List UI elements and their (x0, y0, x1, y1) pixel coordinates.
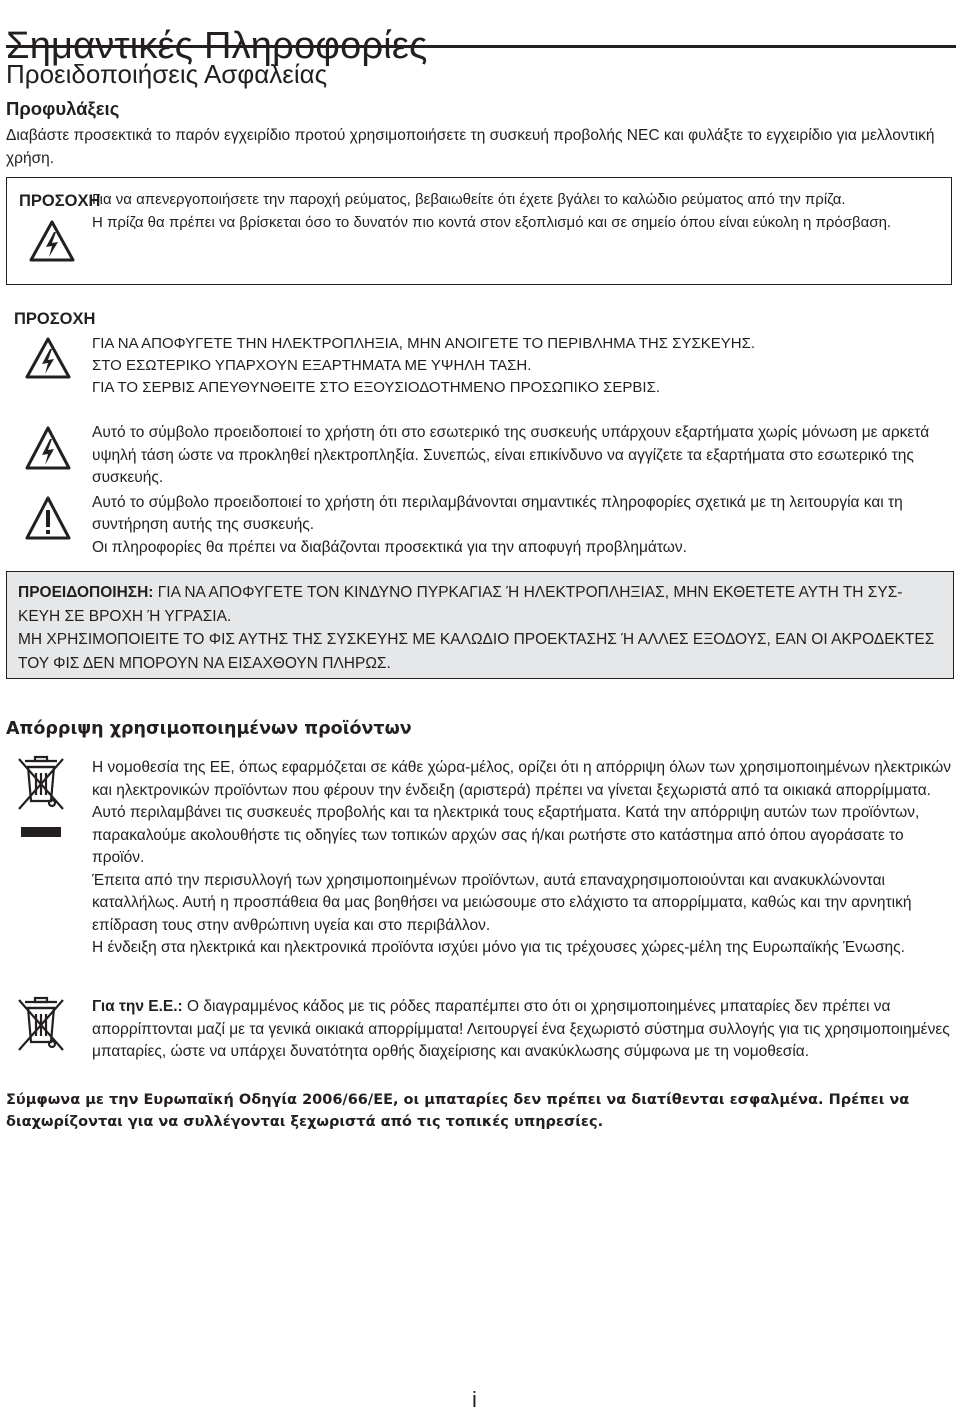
battery-paragraph (92, 996, 956, 1064)
caution2-line: ΓΙΑ ΝΑ ΑΠΟΦΥΓΕΤΕ ΤΗΝ ΗΛΕΚΤΡΟΠΛΗΞΙΑ, ΜΗΝ ΑΝΟΙΓΕΤΕ ΤΟ ΠΕΡΙΒΛΗΜΑ ΤΗΣ ΣΥΣΚΕΥΗΣ. (92, 335, 756, 352)
lightning-warning-icon (25, 426, 71, 470)
caution-box-power (6, 177, 952, 285)
caution2-line: ΓΙΑ ΤΟ ΣΕΡΒΙΣ ΑΠΕΥΘΥΝΘΕΙΤΕ ΣΤΟ ΕΞΟΥΣΙΟΔΟΤΗΜΕΝΟ ΠΡΟΣΩΠΙΚΟ ΣΕΡΒΙΣ. (92, 379, 661, 396)
title-rule (6, 45, 956, 48)
weee-paragraph: Έπειτα από την περισυλλογή των χρησιμοποιημένων προϊόντων, αυτά επαναχρησιμοποιούνται και ανακυκλώνονται καταλλήλως. Αυτή η προσπάθεια θα μας βοηθήσει να μειώσουμε στο ελάχιστο τα απορρίμματα, καθώς και την αρνητική επίδραση τους στην ανθρώπινη υγεία και στο περιβάλλον. (92, 871, 912, 934)
precautions-heading: Προφυλάξεις (6, 98, 120, 119)
battery-label: Για την Ε.Ε.: (92, 998, 183, 1015)
caution-label: ΠΡΟΣΟΧΗ (19, 192, 101, 210)
battery-text: Ο διαγραμμένος κάδος με τις ρόδες παραπέμπει στο ότι οι χρησιμοποιημένες μπαταρίες δεν πρέπει να απορρίπτονται μαζί με τα γενικά οικιακά απορρίμματα! Λειτουργεί ένα ξεχωριστό σύστημα συλλογής για τις χρησιμοποιημένες μπαταρίες, ώστε να υπάρχει δυνατότητα ορθής διαχείρισης και ανακύκλωσης σύμφωνα με τη νομοθεσία. (92, 998, 950, 1060)
page-title: Σημαντικές Πληροφορίες (6, 25, 428, 68)
weee-paragraph: Η ένδειξη στα ηλεκτρικά και ηλεκτρονικά προϊόντα ισχύει μόνο για τις τρέχουσες χώρες-μέλη της Ευρωπαϊκής Ένωσης. (92, 939, 905, 956)
fire-shock-warning-box (6, 571, 954, 679)
symbol-explanation-lightning: Αυτό το σύμβολο προειδοποιεί το χρήστη ότι στο εσωτερικό της συσκευής υπάρχουν εξαρτήματα χωρίς μόνωση με αρκετά υψηλή τάση ώστε να προκληθεί ηλεκτροπληξία. Συνεπώς, είναι επικίνδυνο να αγγίζετε τα εξαρτήματα στο εσωτερικό της συσκευής. (92, 424, 930, 486)
caution2-line: ΣΤΟ ΕΣΩΤΕΡΙΚΟ ΥΠΑΡΧΟΥΝ ΕΞΑΡΤΗΜΑΤΑ ΜΕ ΥΨΗΛΗ ΤΑΣΗ. (92, 357, 532, 374)
exclamation-warning-icon (25, 496, 71, 540)
caution-label: ΠΡΟΣΟΧΗ (14, 310, 96, 328)
notice-text: ΤΟΥ ΦΙΣ ΔΕΝ ΜΠΟΡΟΥΝ ΝΑ ΕΙΣΑΧΘΟΥΝ ΠΛΗΡΩΣ. (18, 654, 391, 672)
notice-text: ΜΗ ΧΡΗΣΙΜΟΠΟΙΕΙΤΕ ΤΟ ΦΙΣ ΑΥΤΗΣ ΤΗΣ ΣΥΣΚΕΥΗΣ ΜΕ ΚΑΛΩΔΙΟ ΠΡΟΕΚΤΑΣΗΣ Ή ΑΛΛΕΣ ΕΞΟΔΟΥΣ, ΕΑΝ ΟΙ ΑΚΡΟΔΕΚΤΕΣ (18, 631, 935, 648)
notice-text: ΓΙΑ ΝΑ ΑΠΟΦΥΓΕΤΕ ΤΟΝ ΚΙΝΔΥΝΟ ΠΥΡΚΑΓΙΑΣ Ή ΗΛΕΚΤΡΟΠΛΗΞΙΑΣ, ΜΗΝ ΕΚΘΕΤΕΤΕ ΑΥΤΗ ΤΗ ΣΥΣ- (153, 584, 903, 601)
weee-paragraph: Η νομοθεσία της ΕΕ, όπως εφαρμόζεται σε κάθε χώρα-μέλος, ορίζει ότι η απόρριψη όλων των χρησιμοποιημένων ηλεκτρικών και ηλεκτρονικών προϊόντων που φέρουν την ένδειξη (αριστερά) πρέπει να γίνεται ξεχωριστά από τα οικιακά απορρίμματα. Αυτό περιλαμβάνει τις συσκευές προβολής και τα ηλεκτρικά τους εξαρτήματα. Κατά την απόρριψη αυτών των προϊόντων, παρακαλούμε ακολουθήστε τις οδηγίες των τοπικών αρχών σας ή/και ρωτήστε στο κατάστημα από όπου αγοράσατε το προϊόν. (92, 759, 952, 866)
intro-paragraph: Διαβάστε προσεκτικά το παρόν εγχειρίδιο προτού χρησιμοποιήσετε τη συσκευή προβολής NEC και φυλάξτε το εγχειρίδιο για μελλοντική χρήση. (6, 127, 935, 167)
crossed-bin-icon (15, 996, 67, 1058)
symbol-explanation-exclamation: Αυτό το σύμβολο προειδοποιεί το χρήστη ότι περιλαμβάνονται σημαντικές πληροφορίες σχετικά με τη λειτουργία και τη συντήρηση αυτής της συσκευής. (92, 493, 903, 533)
crossed-bin-icon (15, 755, 67, 845)
lightning-warning-icon (25, 337, 71, 379)
lightning-warning-icon (29, 220, 75, 262)
symbol-explanation-read: Οι πληροφορίες θα πρέπει να διαβάζονται προσεκτικά για την αποφυγή προβλημάτων. (92, 538, 687, 556)
notice-text: ΚΕΥΗ ΣΕ ΒΡΟΧΗ Ή ΥΓΡΑΣΙΑ. (18, 607, 232, 625)
page-number: i (472, 1387, 477, 1412)
disposal-heading: Απόρριψη χρησιμοποιημένων προϊόντων (6, 719, 412, 739)
safety-heading: Προειδοποιήσεις Ασφαλείας (6, 59, 328, 89)
notice-label: ΠΡΟΕΙΔΟΠΟΙΗΣΗ: (18, 584, 154, 601)
caution1-line: Για να απενεργοποιήσετε την παροχή ρεύματος, βεβαιωθείτε ότι έχετε βγάλει το καλώδιο ρεύματος από την πρίζα. (92, 191, 846, 208)
battery-directive-note: Σύμφωνα με την Ευρωπαϊκή Οδηγία 2006/66/ΕΕ, οι μπαταρίες δεν πρέπει να διατίθενται εσφαλμένα. Πρέπει να διαχωρίζονται για να συλλέγονται ξεχωριστά από τις τοπικές υπηρεσίες. (6, 1092, 910, 1130)
caution1-line: Η πρίζα θα πρέπει να βρίσκεται όσο το δυνατόν πιο κοντά στον εξοπλισμό και σε σημείο όπου είναι εύκολη η πρόσβαση. (92, 214, 892, 231)
